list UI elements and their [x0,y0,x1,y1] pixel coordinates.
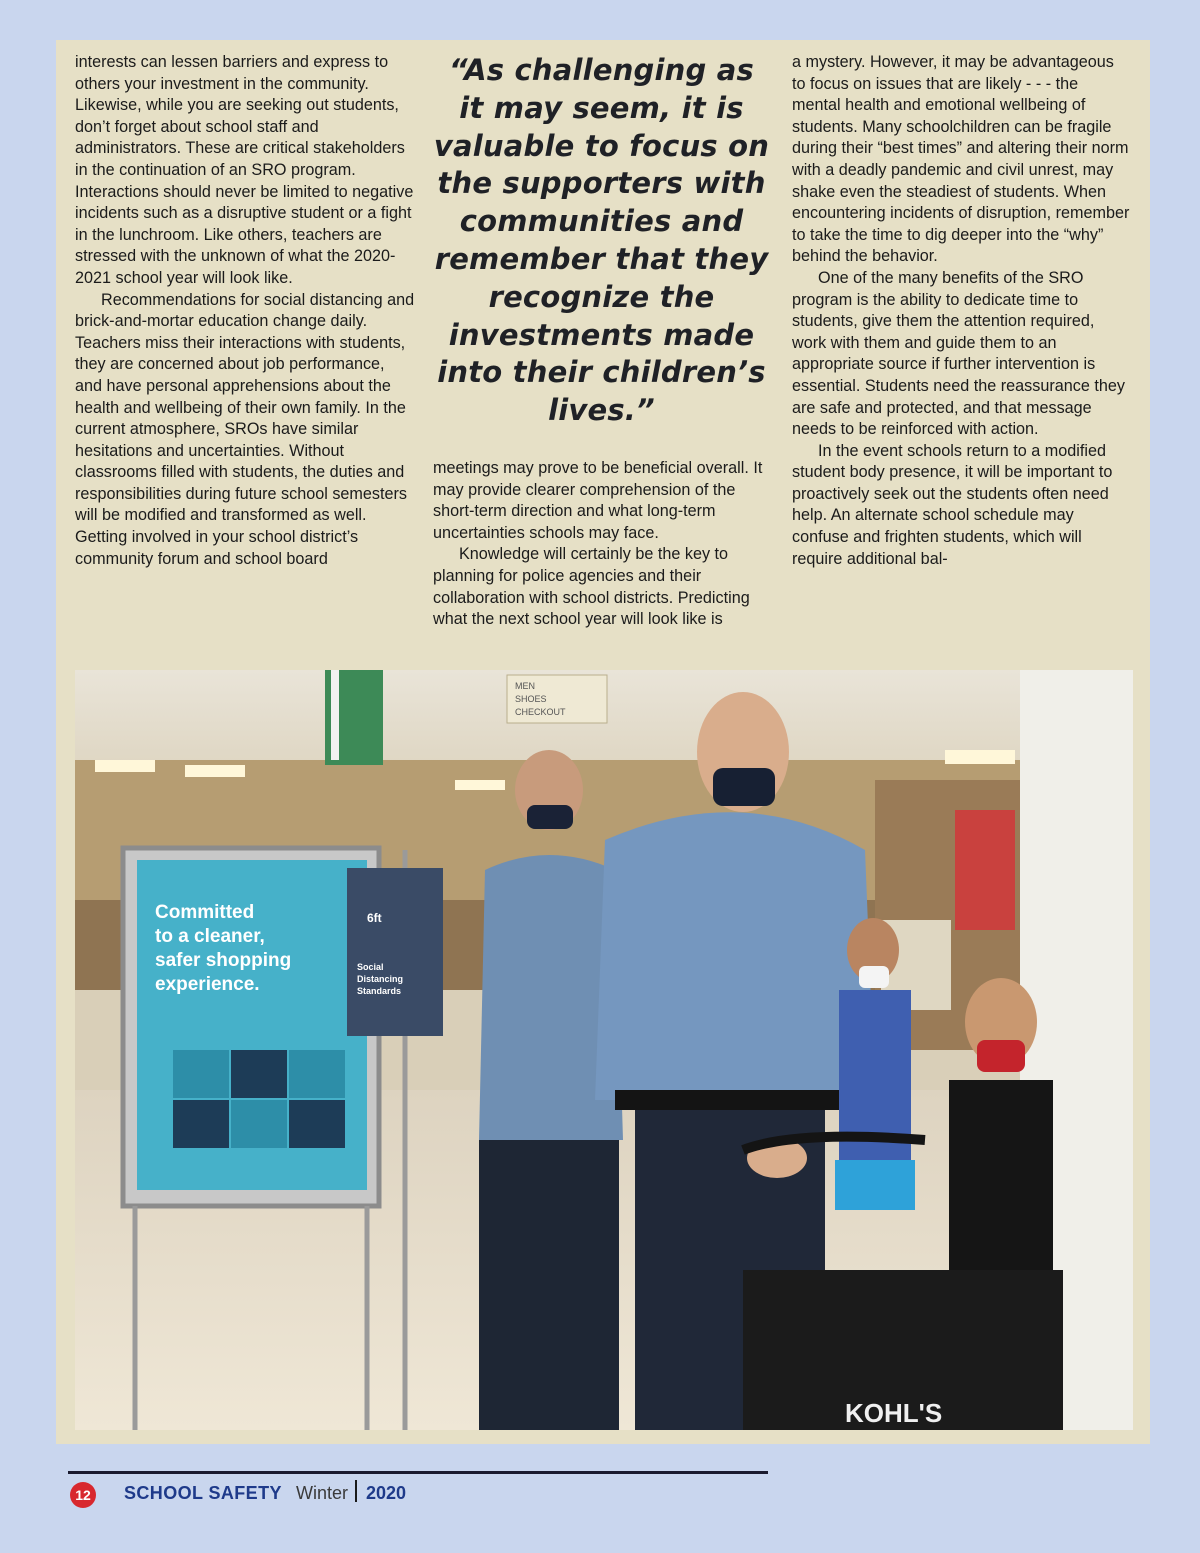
store-scene-illustration [75,670,1133,1430]
svg-text:Committed: Committed [155,902,255,923]
store-sign-men: MEN [515,681,535,691]
paragraph: meetings may prove to be beneficial overall. It may provide clearer comprehension of the short-term direction and what long-term uncertainties schools may face. [433,458,763,542]
footer-rule [68,1471,768,1474]
issue-season: Winter [296,1483,349,1503]
svg-text:Standards: Standards [357,986,402,996]
article-column-2 [433,52,770,631]
article-column-3 [792,52,1130,570]
article-photo [75,670,1133,1430]
pull-quote: “As challenging as it may seem, it is valuable to focus on the supporters with communities and remember that they recognize the investments made into their children’s lives.” [433,53,770,428]
svg-text:safer shopping: safer shopping [155,950,292,971]
article-panel [56,40,1150,1444]
issue-year: 2020 [366,1483,407,1503]
paragraph: One of the many benefits of the SRO program is the ability to dedicate time to students, give them the attention required, work with them and guide them to an appropriate source if further intervention is essential. Students need the reassurance they are safe and protected, and that message needs to be reinforced with action. [792,268,1125,439]
svg-text:Distancing: Distancing [357,974,404,984]
distancing-sign [347,868,443,1036]
paragraph: a mystery. However, it may be advantageous to focus on issues that are likely - - - the mental health and emotional wellbeing of students. Many schoolchildren can be fragile during their “best times” and altering their norm with a deadly pandemic and civil unrest, may shake even the steadiest of students. When encountering incidents of disruption, remember to take the time to dig deeper into the “why” behind the behavior. [792,53,1130,266]
paragraph: Knowledge will certainly be the key to planning for police agencies and their collaboration with school districts. Predicting what the next school year will look like is [433,545,750,629]
svg-text:Social: Social [357,962,384,972]
page-number: 12 [70,1482,96,1508]
publication-name: SCHOOL SAFETY [124,1483,282,1503]
store-sign-checkout: CHECKOUT [515,707,566,717]
paragraph: In the event schools return to a modified student body presence, it will be important to proactively seek out the students often need help. An alternate school schedule may confuse and frighten students, which will require additional bal- [792,441,1113,568]
cart-brand: KOHL'S [845,1398,943,1428]
article-column-1 [75,52,415,570]
footer-separator [355,1480,357,1502]
paragraph: interests can lessen barriers and express to others your investment in the community. Likewise, while you are seeking out students, don’t forget about school staff and administrators. These are critical stakeholders in the continuation of an SRO program. Interactions should never be limited to negative incidents such as a disruptive student or a fight in the lunchroom. Like others, teachers are stressed with the unknown of what the 2020-2021 school year will look like. [75,53,414,287]
svg-text:experience.: experience. [155,974,260,995]
svg-text:to a cleaner,: to a cleaner, [155,926,265,947]
store-sign-shoes: SHOES [515,694,547,704]
paragraph: Recommendations for social distancing and brick-and-mortar education change daily. Teachers miss their interactions with students, they are concerned about job performance, and have personal apprehensions about the health and wellbeing of their own family. In the current atmosphere, SROs have similar hesitations and uncertainties. Without classrooms filled with students, the duties and responsibilities during future school semesters will be modified and transformed as well. Getting involved in your school district’s community forum and school board [75,290,415,568]
sign-6ft: 6ft [367,911,382,925]
